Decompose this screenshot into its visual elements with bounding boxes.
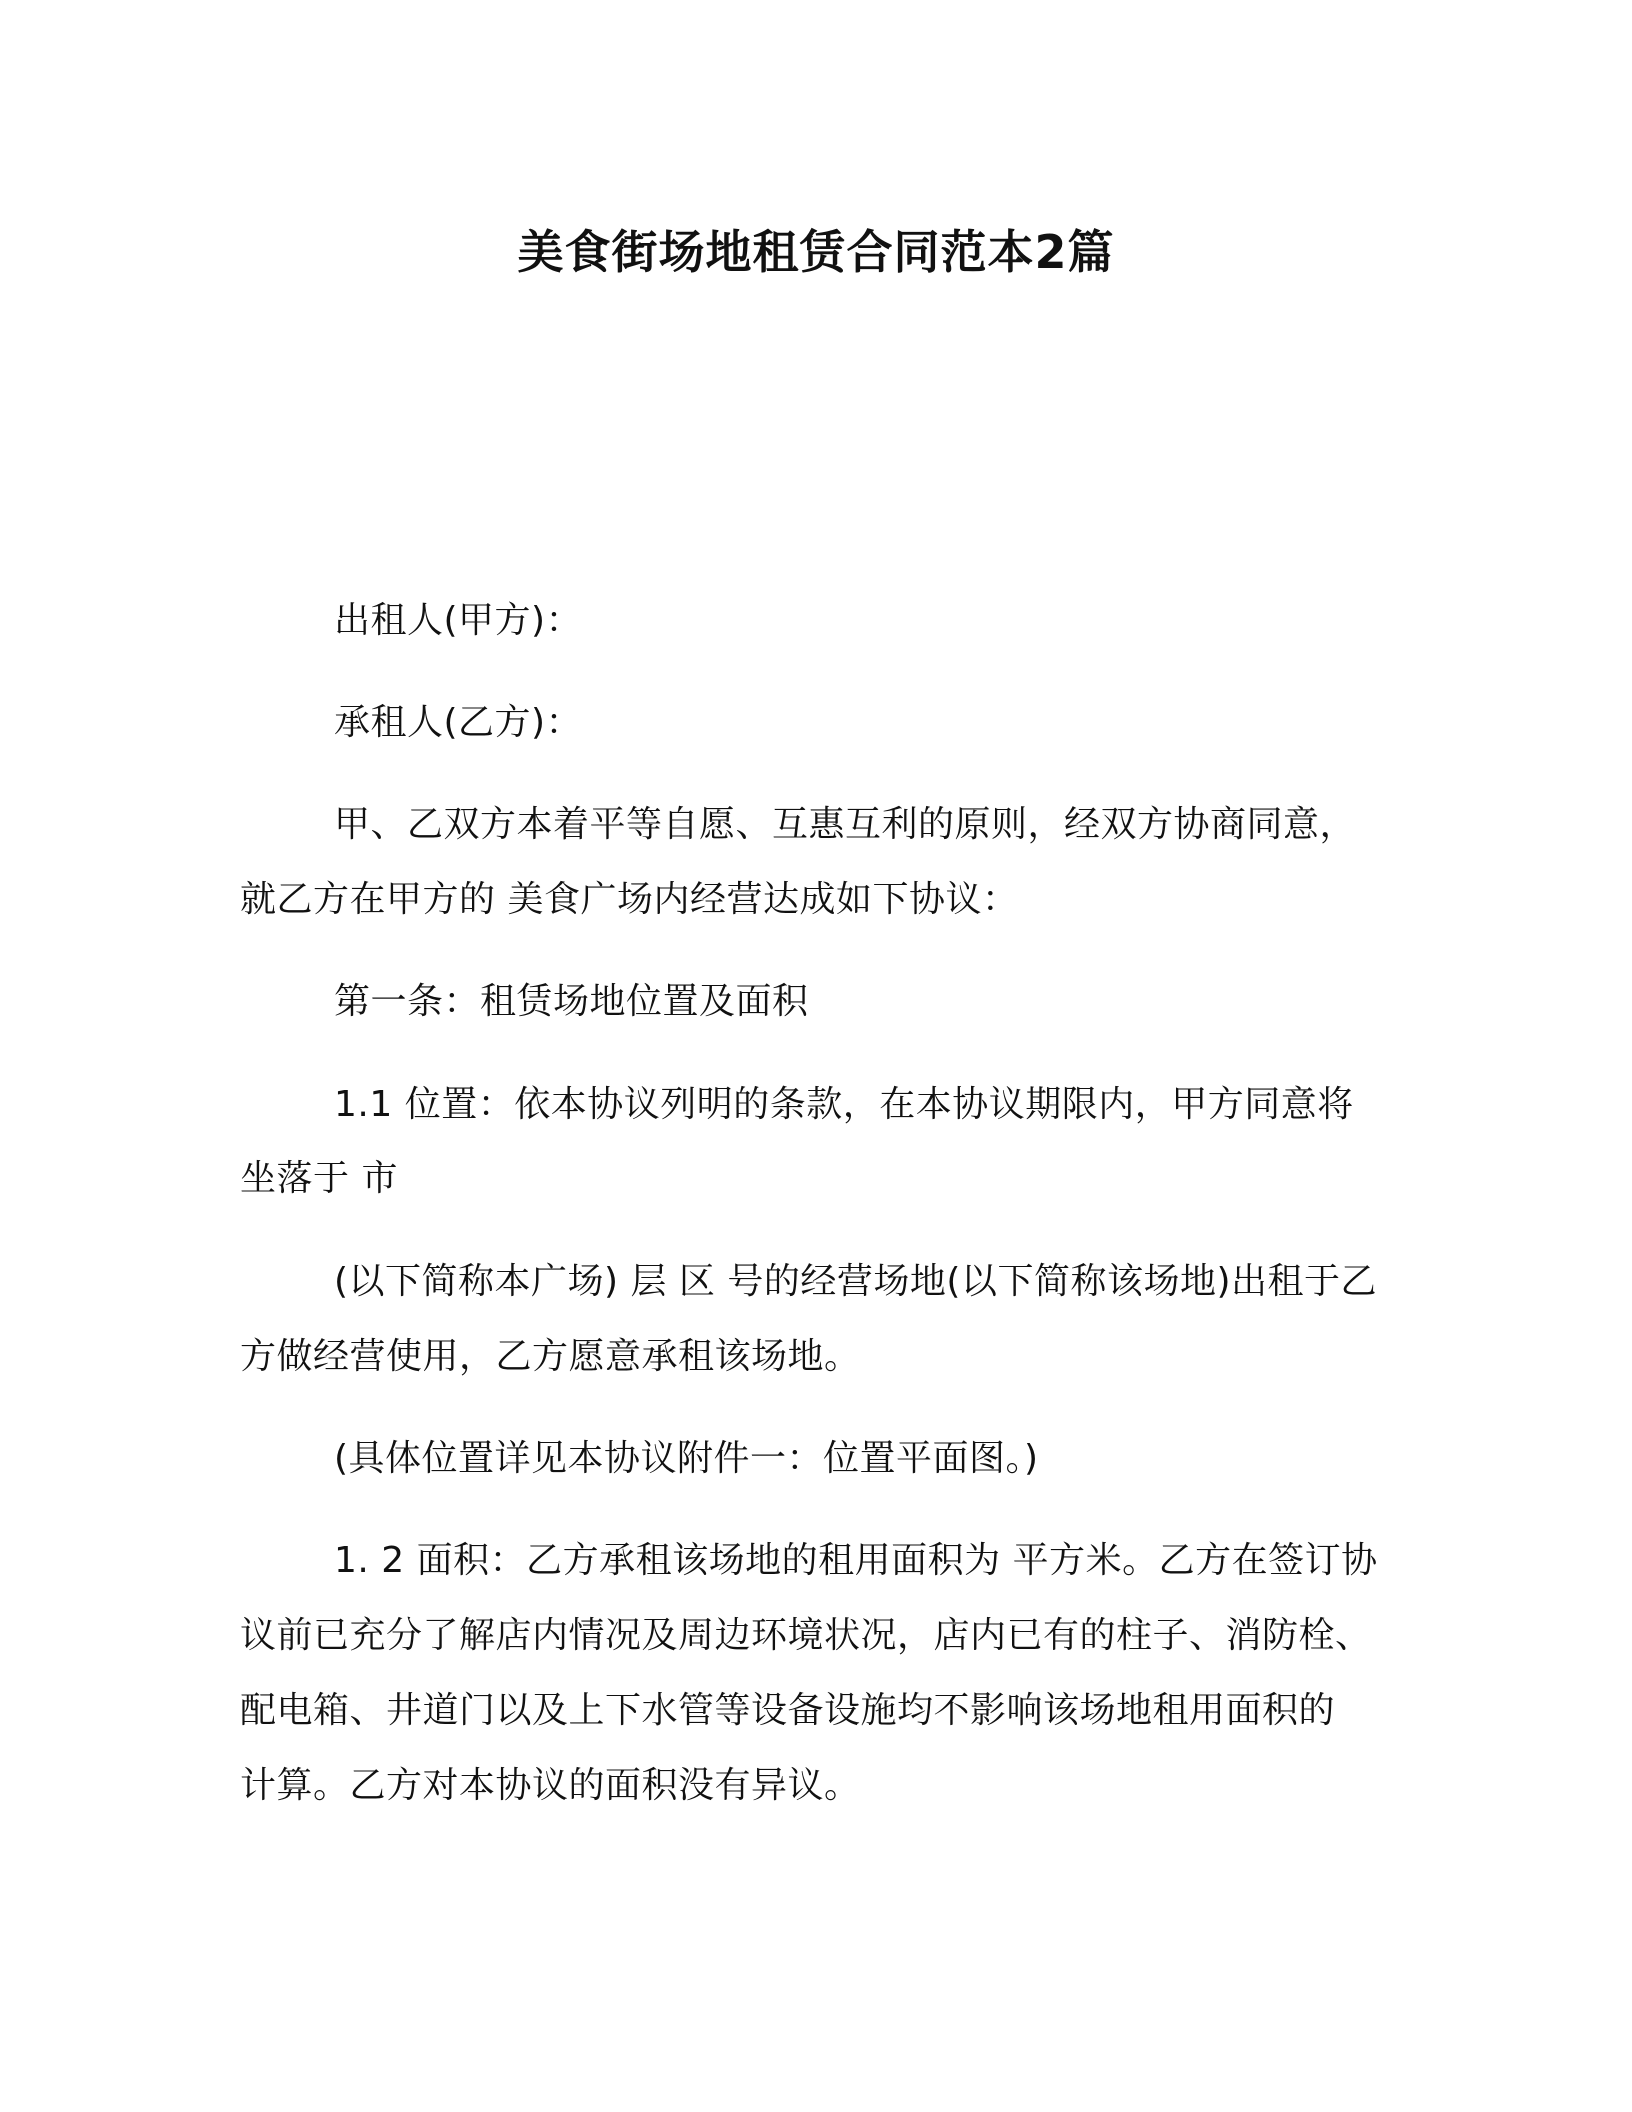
clause-1-2-line-1: 1. 2 面积：乙方承租该场地的租用面积为 平方米。乙方在签订协 [334, 1540, 1378, 1581]
article-1-heading: 第一条：租赁场地位置及面积 [334, 981, 809, 1022]
clause-1-1-line-4: 方做经营使用，乙方愿意承租该场地。 [240, 1336, 861, 1377]
document-title: 美食街场地租赁合同范本2篇 [517, 225, 1115, 279]
clause-1-2-line-4: 计算。乙方对本协议的面积没有异议。 [240, 1765, 861, 1806]
lessor-line: 出租人(甲方)： [334, 600, 583, 641]
clause-1-2-line-3: 配电箱、井道门以及上下水管等设备设施均不影响该场地租用面积的 [240, 1690, 1336, 1731]
clause-1-1-line-2: 坐落于 市 [240, 1158, 398, 1199]
preamble-line-2: 就乙方在甲方的 美食广场内经营达成如下协议： [240, 879, 1019, 920]
clause-1-1-line-1: 1.1 位置：依本协议列明的条款，在本协议期限内，甲方同意将 [334, 1084, 1354, 1125]
location-note: (具体位置详见本协议附件一：位置平面图。) [334, 1438, 1039, 1479]
lessee-line: 承租人(乙方)： [334, 702, 583, 743]
clause-1-2-line-2: 议前已充分了解店内情况及周边环境状况，店内已有的柱子、消防栓、 [240, 1615, 1372, 1656]
preamble-line-1: 甲、乙双方本着平等自愿、互惠互利的原则，经双方协商同意， [334, 804, 1357, 845]
clause-1-1-line-3: (以下简称本广场) 层 区 号的经营场地(以下简称该场地)出租于乙 [334, 1261, 1378, 1302]
